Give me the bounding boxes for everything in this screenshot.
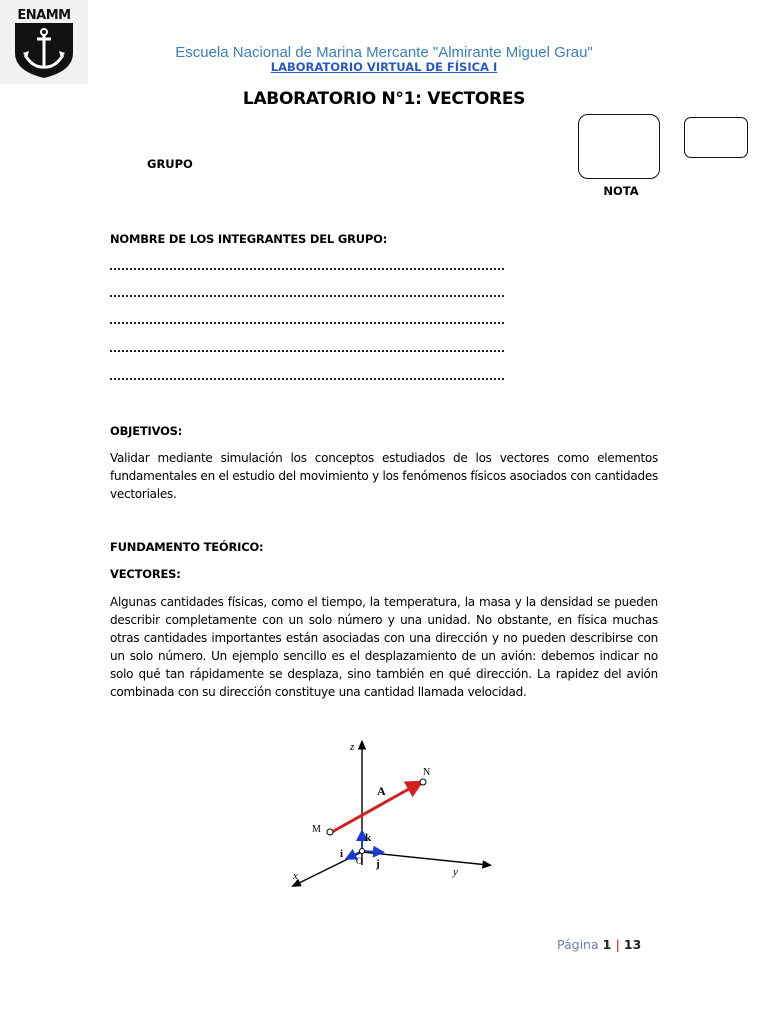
origin-label: O xyxy=(356,856,363,866)
member-line-2[interactable] xyxy=(110,295,504,297)
nota-label: NOTA xyxy=(603,184,639,198)
unit-i-label: i xyxy=(340,848,344,860)
page-separator: | xyxy=(615,937,620,952)
vector-a xyxy=(332,785,416,832)
page-footer xyxy=(557,937,641,952)
lab-course-link[interactable]: LABORATORIO VIRTUAL DE FÍSICA I xyxy=(270,60,498,74)
point-m xyxy=(327,829,333,835)
member-line-5[interactable] xyxy=(110,378,504,380)
grupo-label: GRUPO xyxy=(147,157,193,171)
unit-j-label: j xyxy=(376,858,380,870)
member-line-4[interactable] xyxy=(110,350,504,352)
member-line-3[interactable] xyxy=(110,322,504,324)
school-logo xyxy=(0,0,88,84)
vector-a-label: A xyxy=(377,784,386,798)
grade-box-small[interactable] xyxy=(684,117,748,158)
member-line-1[interactable] xyxy=(110,268,504,270)
page-total: 13 xyxy=(623,937,642,952)
anchor-shield-icon xyxy=(13,23,75,78)
y-axis xyxy=(362,852,488,865)
page-number: 1 xyxy=(602,937,612,952)
fundamento-heading: FUNDAMENTO TEÓRICO: xyxy=(110,540,264,554)
vectores-text: Algunas cantidades físicas, como el tiempo, la temperatura, la masa y la densidad se pueden describir completamente con un solo número y una unidad. No obstante, en física muchas otras cantidades importantes están asociadas con una dirección y no pueden describirse con un solo número. Un ejemplo sencillo es el desplazamiento de un avión: debemos indicar no solo qué tan rápidamente se desplaza, sino también en qué dirección. La rapidez del avión combinada con su dirección constituye una cantidad llamada velocidad. xyxy=(110,595,658,699)
objetivos-text: Validar mediante simulación los conceptos estudiados de los vectores como elementos fundamentales en el estudio del movimiento y los fenómenos físicos asociados con cantidades vectoriales. xyxy=(110,451,658,501)
grade-box[interactable] xyxy=(578,114,660,179)
origin-point xyxy=(360,849,365,854)
school-name: Escuela Nacional de Marina Mercante "Almirante Miguel Grau" xyxy=(175,44,593,61)
vectores-heading: VECTORES: xyxy=(110,567,181,581)
page-label: Página xyxy=(557,937,599,952)
vector-diagram xyxy=(285,735,495,893)
axis-x-label: x xyxy=(293,870,298,882)
point-n xyxy=(420,779,426,785)
axis-z-label: z xyxy=(350,741,355,753)
objetivos-heading: OBJETIVOS: xyxy=(110,424,183,438)
point-m-label: M xyxy=(312,824,321,835)
unit-k-label: k xyxy=(365,832,372,844)
page-title: LABORATORIO N°1: VECTORES xyxy=(242,89,526,109)
axis-y-label: y xyxy=(453,866,458,878)
members-label: NOMBRE DE LOS INTEGRANTES DEL GRUPO: xyxy=(110,232,388,246)
logo-text: ENAMM xyxy=(17,8,71,23)
point-n-label: N xyxy=(423,767,431,778)
